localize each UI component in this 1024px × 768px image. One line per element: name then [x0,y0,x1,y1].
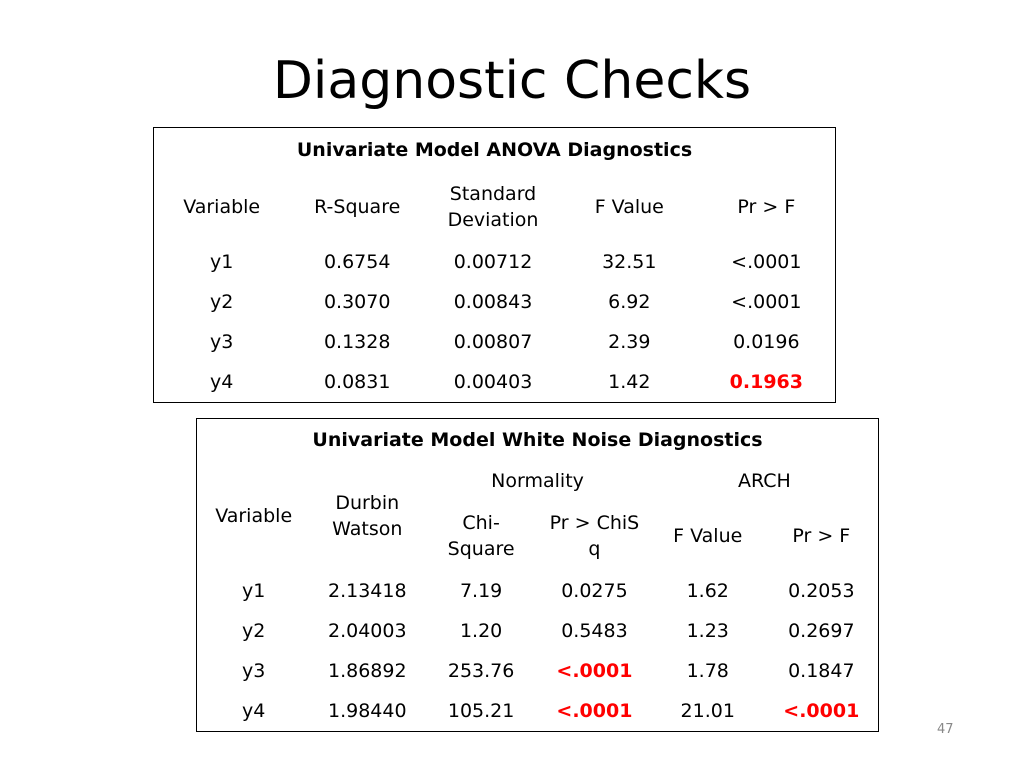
wn-cell-f-value: 21.01 [680,700,735,722]
wn-cell-chi-square: 7.19 [459,580,503,602]
wn-cell-chi-square: 1.20 [459,620,503,642]
table-row [197,691,879,732]
wn-header-pr-chisq-line1: Pr > ChiS [549,512,640,534]
white-noise-diagnostics-table [196,418,879,732]
wn-cell-durbin-watson: 1.98440 [327,700,407,722]
table-row [154,242,836,282]
wn-cell-durbin-watson: 2.13418 [327,580,407,602]
wn-cell-durbin-watson: 2.04003 [327,620,407,642]
anova-cell-pr-f-highlighted: 0.1963 [729,371,803,393]
anova-cell-pr-f: <.0001 [731,251,802,273]
anova-cell-std-dev: 0.00807 [453,331,533,353]
anova-header-std-dev [425,172,561,242]
anova-cell-std-dev: 0.00712 [453,251,533,273]
table-row [197,651,879,691]
table-row [154,362,836,403]
wn-header-durbin-line2: Watson [332,518,403,540]
anova-cell-f-value: 32.51 [602,251,657,273]
wn-header-durbin-watson [310,461,424,571]
wn-cell-variable: y4 [242,700,266,722]
wn-cell-pr-f: 0.1847 [788,660,855,682]
wn-cell-chi-square: 105.21 [447,700,515,722]
anova-header-r-square: R-Square [314,196,401,218]
anova-cell-f-value: 6.92 [608,291,651,313]
wn-header-chi-square [424,501,538,571]
anova-cell-f-value: 2.39 [608,331,651,353]
wn-header-pr-chisq-line2: q [588,538,601,560]
anova-cell-f-value: 1.42 [608,371,651,393]
anova-header-std-dev-line2: Deviation [447,209,539,231]
wn-header-pr-f: Pr > F [792,525,851,547]
anova-diagnostics-table [153,127,836,403]
wn-header-pr-chisq [538,501,651,571]
slide-title: Diagnostic Checks [272,51,752,111]
anova-header-pr-f: Pr > F [737,196,796,218]
table-row [154,322,836,362]
anova-cell-std-dev: 0.00843 [453,291,533,313]
wn-cell-variable: y1 [242,580,266,602]
white-noise-group-header-row [197,461,879,501]
wn-cell-pr-f: 0.2697 [788,620,855,642]
anova-header-variable: Variable [183,196,261,218]
anova-cell-r-square: 0.6754 [323,251,391,273]
wn-cell-f-value: 1.78 [686,660,729,682]
wn-header-arch: ARCH [738,470,791,492]
anova-cell-variable: y2 [209,291,234,313]
anova-cell-std-dev: 0.00403 [453,371,533,393]
anova-header-std-dev-line1: Standard [449,183,537,205]
anova-cell-r-square: 0.1328 [323,331,391,353]
wn-cell-chi-square: 253.76 [447,660,515,682]
wn-cell-pr-f-highlighted: <.0001 [783,700,860,722]
wn-header-f-value: F Value [673,525,743,547]
anova-cell-r-square: 0.3070 [323,291,391,313]
table-row [197,611,879,651]
wn-cell-variable: y2 [242,620,266,642]
wn-cell-variable: y3 [242,660,266,682]
table-row [154,282,836,322]
wn-cell-pr-chisq: 0.5483 [561,620,628,642]
wn-cell-pr-chisq-highlighted: <.0001 [556,660,633,682]
wn-header-durbin-line1: Durbin [335,492,400,514]
page-number: 47 [937,722,954,737]
anova-cell-variable: y4 [209,371,234,393]
anova-cell-r-square: 0.0831 [323,371,391,393]
anova-header-row [154,172,836,242]
anova-cell-pr-f: 0.0196 [733,331,800,353]
anova-cell-pr-f: <.0001 [731,291,802,313]
wn-cell-durbin-watson: 1.86892 [327,660,407,682]
anova-cell-variable: y3 [209,331,234,353]
wn-header-normality: Normality [491,470,584,492]
wn-cell-f-value: 1.23 [686,620,729,642]
wn-cell-f-value: 1.62 [686,580,729,602]
wn-cell-pr-chisq-highlighted: <.0001 [556,700,633,722]
wn-cell-pr-f: 0.2053 [788,580,855,602]
wn-cell-pr-chisq: 0.0275 [561,580,628,602]
wn-header-variable: Variable [215,505,293,527]
table-row [197,571,879,611]
wn-header-chi-line2: Square [447,538,515,560]
anova-caption: Univariate Model ANOVA Diagnostics [296,139,693,161]
wn-header-chi-line1: Chi- [462,512,500,534]
anova-header-f-value: F Value [594,196,664,218]
white-noise-caption: Univariate Model White Noise Diagnostics [312,429,763,451]
anova-cell-variable: y1 [209,251,234,273]
